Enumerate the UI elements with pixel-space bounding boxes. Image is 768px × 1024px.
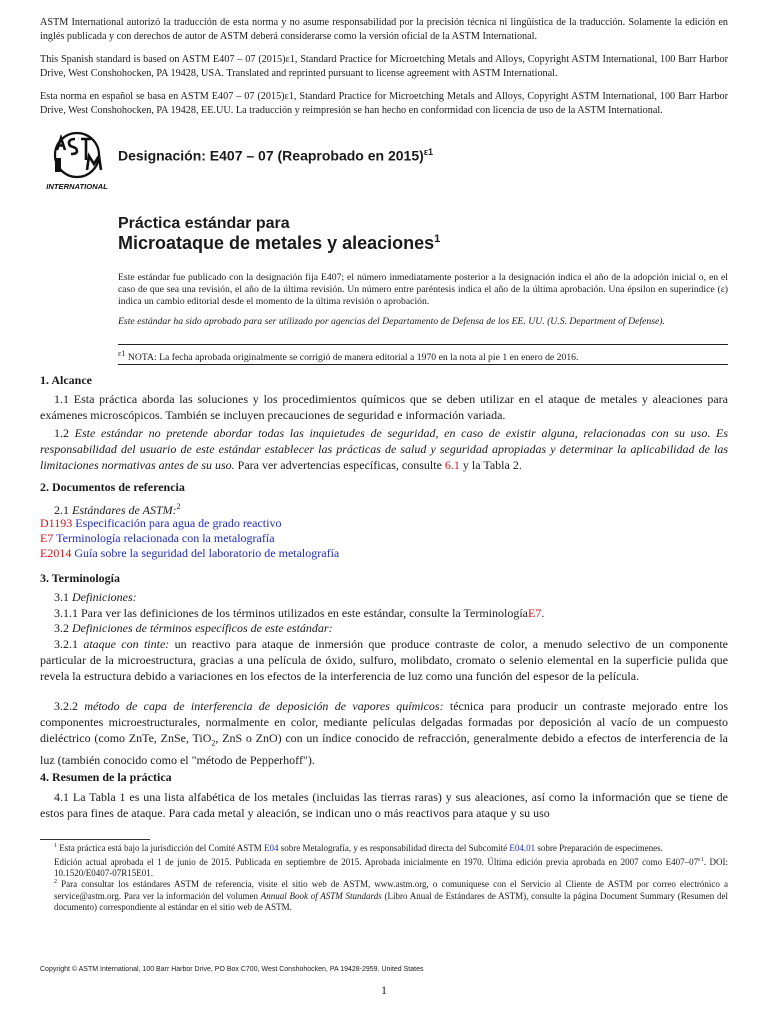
term-vapor-deposition: método de capa de interferencia de deposición de vapores químicos:	[84, 699, 444, 713]
terminology-e7-link[interactable]: E7	[528, 606, 542, 620]
paragraph-3-1-1-text: 3.1.1 Para ver las definiciones de los términos utilizados en este estándar, consulte la Terminología	[54, 606, 528, 620]
editorial-note	[118, 348, 728, 364]
footnote-1-text-b: sobre Metalografía, y es responsabilidad directa del Subcomité	[278, 843, 510, 853]
footnote-2	[54, 877, 728, 914]
dod-approval-text: Este estándar ha sido aprobado para ser utilizado por agencias del Departamento de Defensa de los EE. UU. (U.S. Department of Defense).	[118, 316, 665, 327]
section-4-heading: 4. Resumen de la práctica	[40, 770, 172, 784]
reference-code[interactable]: E2014	[40, 546, 72, 560]
astm-logo-icon	[44, 130, 110, 192]
section-6-1-link[interactable]: 6.1	[444, 458, 460, 473]
paragraph-3-1-1-end: .	[541, 606, 545, 620]
paragraph-3-1-number: 3.1	[54, 590, 72, 604]
reference-title[interactable]: Terminología relacionada con la metalografía	[53, 531, 275, 545]
paragraph-3-2-2-number: 3.2.2	[54, 699, 85, 713]
paragraph-3-1-1	[40, 605, 728, 621]
title-line-2	[118, 233, 440, 254]
english-basis-notice: This Spanish standard is based on ASTM E407 – 07 (2015)ε1, Standard Practice for Microetching Metals and Alloys, Copyright ASTM International, 100 Barr Harbor Drive, West Conshohocken, PA 19428, USA. Translated and reprinted pursuant to license agreement with ASTM International.	[40, 54, 728, 79]
title-text: Microataque de metales y aleaciones	[118, 233, 435, 253]
definitions-label: Definiciones:	[72, 590, 137, 604]
paragraph-3-1	[40, 589, 728, 605]
paragraph-1-2-number: 1.2	[54, 426, 75, 440]
reference-d1193[interactable]	[40, 515, 281, 531]
title-line-1: Práctica estándar para	[118, 215, 290, 232]
reference-code[interactable]: D1193	[40, 516, 73, 530]
footnote-1-sup: ε1	[698, 856, 704, 863]
tint-etch-definition: un reactivo para ataque de inmersión que produce contraste de color, a menudo selectivo de un componente particular de la microestructura, gracias a una película de óxido, sulfuro, molibdato, cromato o selenio elemental en la superficie pulida que revela la estructura debido a variaciones en los efectos de la interferencia de luz como una función del espesor de la película.	[40, 637, 729, 684]
paragraph-2-1-number: 2.1	[54, 503, 72, 517]
footnote-1-text-d: Edición actual aprobada el 1 de junio de 2015. Publicada en septiembre de 2015. Aprobada inicialmente en 1970. Última edición previa aprobada en 2007 como E407–07	[54, 856, 699, 867]
reference-title[interactable]: Guía sobre la seguridad del laboratorio de metalografía	[71, 546, 340, 560]
annual-book-title: Annual Book of ASTM Standards	[260, 890, 382, 901]
title-footnote-ref: 1	[434, 233, 441, 245]
designation	[118, 147, 433, 164]
footnote-divider	[40, 839, 150, 840]
section-2-heading: 2. Documentos de referencia	[40, 480, 185, 494]
section-1-heading: 1. Alcance	[40, 373, 92, 387]
footnote-1	[54, 841, 728, 880]
page-number: 1	[381, 983, 387, 997]
paragraph-3-2-2	[40, 698, 728, 768]
paragraph-1-2-rest: Para ver advertencias específicas, consulte	[234, 458, 445, 473]
logo-text: INTERNATIONAL	[46, 182, 108, 191]
reference-e2014[interactable]	[40, 545, 339, 561]
term-tint-etch: ataque con tinte:	[83, 637, 170, 651]
paragraph-3-2	[40, 620, 728, 636]
paragraph-3-2-number: 3.2	[54, 621, 72, 635]
reference-title[interactable]: Especificación para agua de grado reactivo	[72, 516, 282, 530]
editorial-note-mark: ε1	[118, 349, 126, 358]
tio2-subscript: 2	[211, 738, 216, 748]
subcommittee-e04-01-link[interactable]: E04.01	[509, 843, 536, 853]
copyright-line: Copyright © ASTM International, 100 Barr Harbor Drive, PO Box C700, West Conshohocken, PA 19428-2959. United States	[40, 966, 424, 973]
paragraph-4-1: 4.1 La Tabla 1 es una lista alfabética de los metales (incluidas las tierras raras) y sus aleaciones, así como la información que se tiene de estos para fines de ataque. Para cada metal y aleación, se indican uno o más reactivos para ataque y su uso	[40, 790, 728, 821]
paragraph-1-2	[40, 425, 728, 474]
footnote-1-text-a: Esta práctica está bajo la jurisdicción del Comité ASTM	[57, 843, 264, 853]
committee-e04-link[interactable]: E04	[263, 843, 279, 853]
preamble-bottom-divider	[118, 364, 728, 365]
paragraph-1-2-end: y la Tabla 2.	[459, 458, 522, 473]
preamble-divider	[118, 344, 728, 345]
footnote-2-mark: 2	[54, 879, 57, 885]
footnote-2-text-a: Para consultar los estándares ASTM de referencia, visite el sitio web de ASTM, www.astm.org, o comuníquese con el Servicio al Cliente de ASTM por correo electrónico a service@astm.org. Para ver la información del volumen	[54, 879, 728, 901]
astm-standards-label: Estándares de ASTM:	[72, 503, 177, 517]
editorial-note-text: NOTA: La fecha aprobada originalmente se corrigió de manera editorial a 1970 en la nota al pie 1 en enero de 2016.	[125, 352, 579, 364]
footnote-2-ref: 2	[176, 502, 181, 511]
footnote-2-text-b: (Libro Anual de Estándares de ASTM), consulte la página Document Summary (Resumen del documento) correspondiente al estándar en el sitio web de ASTM.	[54, 890, 729, 913]
reference-e7[interactable]	[40, 530, 275, 546]
footnote-1-mark: 1	[54, 843, 57, 849]
footnote-1-text-e: . DOI: 10.1520/E0407-07R15E01.	[54, 856, 728, 879]
reference-code[interactable]: E7	[40, 531, 54, 545]
paragraph-1-1: 1.1 Esta práctica aborda las soluciones y los procedimientos químicos que se deben utilizar en el ataque de metales y aleaciones para exámenes microscópicos. También se incluyen precauciones de seguridad e información variada.	[40, 392, 728, 423]
vapor-deposition-definition-a: técnica para producir un contraste mejorado entre los componentes microestructurales, normalmente en color, mediante películas delgadas formadas por deposición al vacío de un compuesto dieléctrico (como ZnTe, ZnSe, TiO	[40, 699, 729, 746]
specific-definitions-label: Definiciones de términos específicos de este estándar:	[72, 621, 333, 635]
designation-mark: ε1	[423, 147, 434, 157]
paragraph-3-2-1-number: 3.2.1	[54, 637, 84, 651]
astm-logo	[44, 130, 110, 192]
safety-statement: Este estándar no pretende abordar todas las inquietudes de seguridad, en caso de existir alguna, relacionadas con su uso. Es responsabilidad del usuario de este estándar establecer las prácticas de salud y seguridad apropiadas y determinar la aplicabilidad de las limitaciones normativas antes de su uso.	[40, 426, 729, 473]
vapor-deposition-definition-b: , ZnS o ZnO) con un índice conocido de refracción, generalmente debido a efectos de interferencia de la luz (también conocido como el "método de Pepperhoff").	[40, 731, 728, 767]
section-3-heading: 3. Terminología	[40, 571, 121, 585]
designation-text: Designación: E407 – 07 (Reaprobado en 2015)	[118, 147, 424, 164]
preamble-text: Este estándar fue publicado con la designación fija E407; el número inmediatamente posterior a la designación indica el año de la adopción inicial o, en el caso de que sea una revisión, el año de la última revisión. Un número entre paréntesis indica el año de la última aprobación. Una épsilon en superíndice (ε) indica un cambio editorial desde el momento de la última revisión o aprobación.	[118, 272, 728, 308]
footnote-1-text-c: sobre Preparación de especímenes.	[535, 843, 663, 853]
spanish-basis-notice: Esta norma en español se basa en ASTM E407 – 07 (2015)ε1, Standard Practice for Microetching Metals and Alloys, Copyright ASTM International, 100 Barr Harbor Drive, West Conshohocken, PA 19428, EE.UU. La traducción y reimpresión se han hecho en conformidad con licencia de uso de la ASTM International.	[40, 91, 728, 116]
translation-notice: ASTM International autorizó la traducción de esta norma y no asume responsabilidad por la precisión técnica ni lingüística de la traducción. Solamente la edición en inglés publicada y con derechos de autor de ASTM deberá considerarse como la versión oficial de la ASTM International.	[40, 17, 728, 42]
paragraph-3-2-1	[40, 636, 728, 685]
